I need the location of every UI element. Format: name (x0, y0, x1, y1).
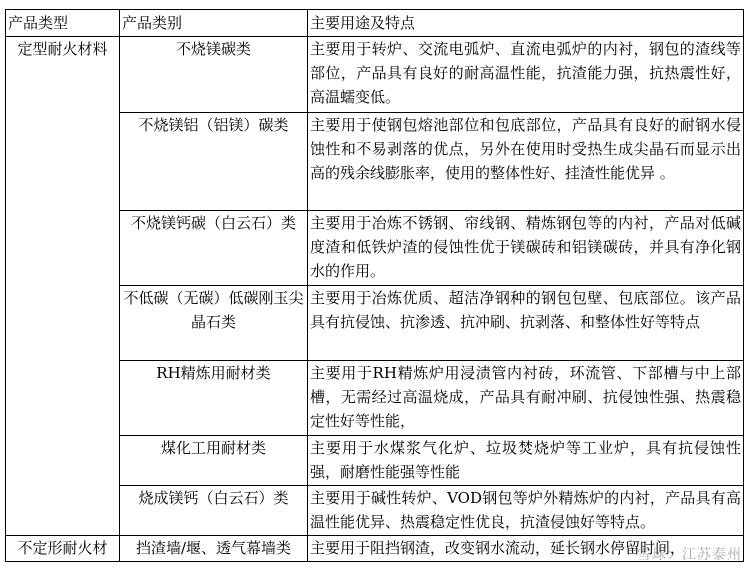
category-cell: RH精炼用耐材类 (120, 361, 308, 436)
product-type-cell: 定型耐火材料 (6, 37, 120, 536)
category-cell: 烧成镁钙（白云石）类 (120, 486, 308, 536)
description-cell: 主要用于RH精炼炉用浸渍管内衬砖，环流管、下部槽与中上部槽，无需经过高温烧成，产品具有耐冲刷、抗侵蚀性强、热震稳定性好等性能， (308, 361, 744, 436)
table-header-row (6, 10, 744, 37)
description-cell: 主要用于冶炼不锈钢、帘线钢、精炼钢包等的内衬，产品对低碱度渣和低铁炉渣的侵蚀性优于镁碳砖和铝镁碳砖，并具有净化钢水的作用。 (308, 211, 744, 286)
table-row (6, 536, 744, 562)
header-usage-features: 主要用途及特点 (308, 10, 744, 37)
table-row (6, 37, 744, 113)
description-cell: 主要用于碱性转炉、VOD钢包等炉外精炼炉的内衬，产品具有高温性能优异、热震稳定性优良，抗渣侵蚀好等特点。 (308, 486, 744, 536)
refractory-products-table (5, 9, 744, 562)
category-cell: 挡渣墙/堰、透气幕墙类 (120, 536, 308, 562)
category-cell: 不烧镁碳类 (120, 37, 308, 113)
header-product-type: 产品类型 (6, 10, 120, 37)
watermark: 雪球：江苏泰州 (637, 547, 742, 563)
category-cell: 不低碳（无碳）低碳刚玉尖晶石类 (120, 286, 308, 361)
description-cell: 主要用于水煤浆气化炉、垃圾焚烧炉等工业炉，具有抗侵蚀性强，耐磨性能强等性能 (308, 436, 744, 486)
category-cell: 不烧镁钙碳（白云石）类 (120, 211, 308, 286)
category-cell: 不烧镁铝（铝镁）碳类 (120, 113, 308, 211)
category-cell: 煤化工用耐材类 (120, 436, 308, 486)
description-cell: 主要用于转炉、交流电弧炉、直流电弧炉的内衬，钢包的渣线等部位，产品具有良好的耐高温性能，抗渣能力强，抗热震性好，高温蠕变低。 (308, 37, 744, 113)
header-product-category: 产品类别 (120, 10, 308, 37)
description-cell: 主要用于使钢包熔池部位和包底部位，产品具有良好的耐钢水侵蚀性和不易剥落的优点，另外在使用时受热生成尖晶石而显示出高的残余线膨胀率，使用的整体性好、挂渣性能优异 。 (308, 113, 744, 211)
product-type-cell: 不定形耐火材 (6, 536, 120, 562)
description-cell: 主要用于冶炼优质、超洁净钢种的钢包包壁、包底部位。该产品具有抗侵蚀、抗渗透、抗冲刷、抗剥落、和整体性好等特点 (308, 286, 744, 361)
description-cell: 主要用于阻挡钢渣，改变钢水流动，延长钢水停留时间， (308, 536, 744, 562)
